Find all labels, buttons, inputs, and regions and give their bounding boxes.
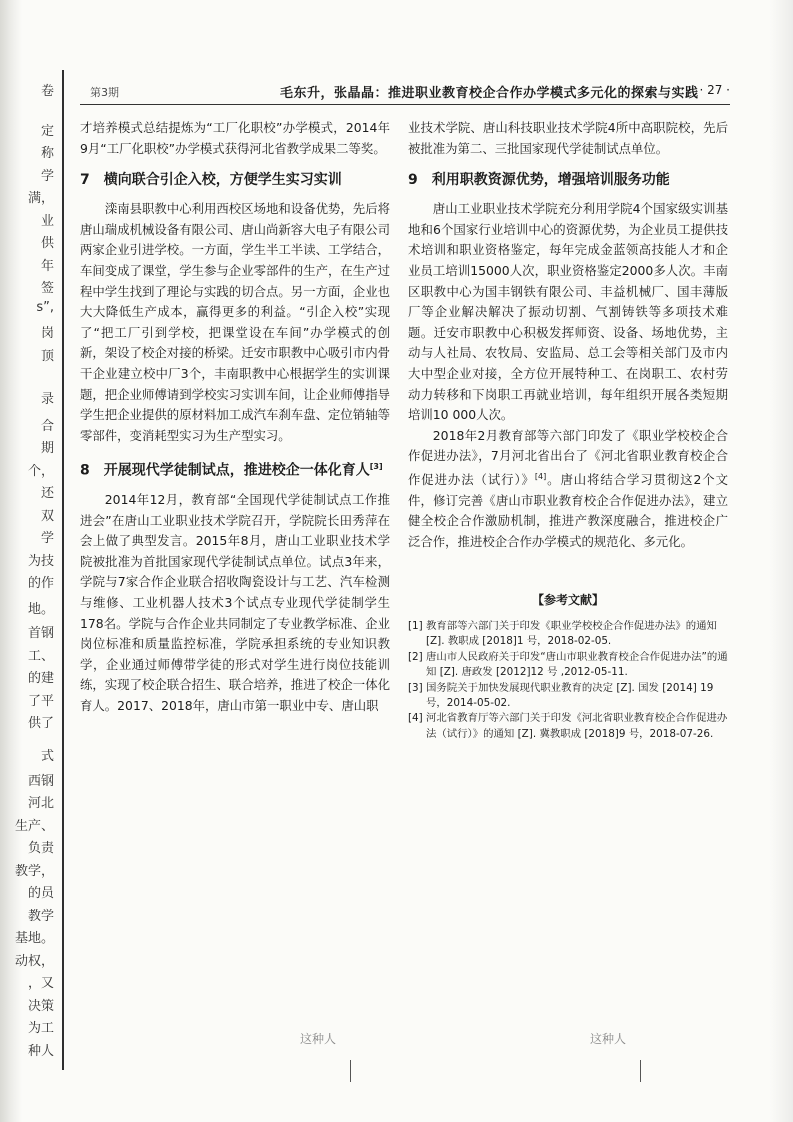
previous-page-fragment: ，又: [27, 976, 54, 991]
previous-page-fragment: 负责: [27, 841, 54, 856]
reference-text: 唐山市人民政府关于印发“唐山市职业教育校企合作促进办法”的通知 [Z]. 唐政发 [2012]12 号 ,2012-05-11.: [426, 650, 728, 679]
previous-page-fragment: 为技: [27, 554, 54, 569]
crop-mark: [350, 1060, 351, 1082]
text-run: 2018年2月教育部等六部门印发了《职业学校校企合作促进办法》，7月河北省出台了《河北省职业教育校企合作促进办法（试行）》: [408, 427, 728, 488]
page-number: · 27 ·: [699, 83, 730, 97]
previous-page-fragment: 满，: [27, 191, 54, 206]
section-heading-8: [80, 456, 390, 482]
previous-page-fragment: 合: [40, 419, 54, 434]
previous-page-fragment: 生产、: [14, 819, 54, 834]
right-column: [408, 118, 728, 742]
reference-number: [4]: [408, 712, 423, 725]
issue-label: 第3期: [90, 86, 119, 99]
references-title: 【参考文献】: [531, 593, 604, 608]
reference-item: [408, 650, 728, 681]
references-list: [408, 619, 728, 742]
reference-item: [408, 681, 728, 712]
previous-page-fragment: 个，: [27, 464, 54, 479]
previous-page-fragment: 顶: [40, 349, 54, 364]
previous-page-fragment: 的作: [27, 576, 54, 591]
previous-page-fragment: 决策: [27, 999, 54, 1014]
previous-page-fragment: 签: [40, 281, 54, 296]
previous-page-fragment: 学: [40, 169, 54, 184]
crop-mark: [640, 1060, 641, 1082]
previous-page-fragment: 为工: [27, 1021, 54, 1036]
previous-page-fragment: 定: [40, 124, 54, 139]
left-column: [80, 118, 390, 717]
previous-page-fragment: 动权，: [14, 954, 54, 969]
previous-page-edge: [0, 70, 64, 1070]
previous-page-fragment: 还: [40, 486, 54, 501]
previous-page-fragment: s”,: [36, 300, 54, 315]
previous-page-fragment: 了平: [27, 694, 54, 709]
reference-item: [408, 619, 728, 650]
previous-page-fragment: 岗: [40, 326, 54, 341]
heading-text: 8 开展现代学徒制试点，推进校企一体化育人: [80, 462, 370, 479]
previous-page-fragment: 业: [40, 214, 54, 229]
previous-page-fragment: 教学，: [14, 864, 54, 879]
previous-page-fragment: 西钢: [27, 774, 54, 789]
previous-page-fragment: 式: [40, 749, 54, 764]
text-run: 。唐山将结合学习贯彻这2个文件，修订完善《唐山市职业教育校企合作促进办法》，建立健全校企合作激励机制，推进产教深度融合，推进校企广泛合作，推进校企合作办学模式的规范化、多元化。: [408, 472, 728, 549]
footer-mark-right: 这种人: [590, 1032, 627, 1046]
paragraph: [408, 426, 728, 553]
section-heading-9: 9 利用职教资源优势，增强培训服务功能: [408, 172, 670, 189]
paragraph: 2014年12月，教育部“全国现代学徒制试点工作推进会”在唐山工业职业技术学院召开，学院院长田秀萍在会上做了典型发言。2015年8月，唐山工业职业技术学院被批准为首批国家现代学徒制试点单位。试点3年来，学院与7家合作企业联合招收陶瓷设计与工艺、汽车检测与维修、工业机器人技术3个试点专业现代学徒制学生178名。学院与合作企业共同制定了专业教学标准、企业岗位标准和质量监控标准，学院承担系统的专业知识教学，企业通过师傅带学徒的形式对学生进行岗位技能训练，实现了校企联合招生、联合培养，推进了校企一体化育人。2017、2018年，唐山市第一职业中专、唐山职: [80, 491, 390, 713]
previous-page-fragment: 学: [40, 531, 54, 546]
citation-ref: [3]: [369, 462, 383, 472]
running-header: [80, 80, 730, 105]
previous-page-fragment: 供: [40, 236, 54, 251]
footer-mark-left: 这种人: [300, 1032, 337, 1046]
reference-number: [2]: [408, 650, 423, 663]
previous-page-fragment: 种人: [27, 1044, 54, 1059]
previous-page-fragment: 称: [40, 146, 54, 161]
previous-page-fragment: 期: [40, 441, 54, 456]
reference-number: [3]: [408, 681, 423, 694]
reference-number: [1]: [408, 620, 423, 632]
previous-page-fragment: 年: [40, 259, 54, 274]
reference-text: 国务院关于加快发展现代职业教育的决定 [Z]. 国发 [2014] 19 号，2014-05-02.: [426, 681, 714, 710]
paragraph: 业技术学院、唐山科技职业技术学院4所中高职院校，先后被批准为第二、三批国家现代学徒制试点单位。: [408, 120, 728, 156]
previous-page-fragment: 卷: [40, 84, 54, 99]
previous-page-fragment: 地。: [27, 602, 54, 617]
paragraph: 滦南县职教中心利用西校区场地和设备优势，先后将唐山瑞成机械设备有限公司、唐山尚新容大电子有限公司两家企业引进学校。一方面，学生半工半读、工学结合，车间变成了课堂，学生参与企业零部件的生产，在生产过程中学生找到了理论与实践的切合点。另一方面，企业也大大降低生产成本，赢得更多的利益。“引企入校”实现了“把工厂引到学校，把课堂设在车间”办学模式的创新，架设了校企对接的桥梁。迁安市职教中心吸引市内骨干企业建立校中厂3个，丰南职教中心根据学生的实训课题，把企业师傅请到学校实习实训车间，让企业师傅指导学生把企业提供的原材料加工成汽车刹车盘、定位销轴等零部件，变消耗型实习为生产型实习。: [80, 201, 390, 443]
citation-ref: [4]: [534, 471, 547, 481]
previous-page-fragment: 录: [40, 392, 54, 407]
previous-page-fragment: 基地。: [14, 931, 54, 946]
previous-page-fragment: 的员: [27, 886, 54, 901]
paragraph: 才培养模式总结提炼为“工厂化职校”办学模式，2014年9月“工厂化职校”办学模式获得河北省教学成果二等奖。: [80, 120, 390, 156]
reference-text: 教育部等六部门关于印发《职业学校校企合作促进办法》的通知 [Z]. 教职成 [2018]1 号，2018-02-05.: [426, 620, 717, 648]
previous-page-fragment: 双: [40, 509, 54, 524]
previous-page-fragment: 教学: [27, 909, 54, 924]
paragraph: 唐山工业职业技术学院充分利用学院4个国家级实训基地和6个国家行业培训中心的资源优势，为企业员工提供技术培训和职业资格鉴定，每年完成金蓝领高技能人才和企业员工培训15000人次，职业资格鉴定2000多人次。丰南区职教中心为国丰钢铁有限公司、丰益机械厂、国丰薄版厂等企业解决解决了振动切割、气割铸铁等多项技术难题。迁安市职教中心积极发挥师资、设备、场地优势，主动与人社局、农牧局、安监局、总工会等相关部门及市内大中型企业对接，全方位开展特种工、在岗职工、农村劳动力转移和下岗职工再就业培训，每年组织开展各类短期培训10 000人次。: [408, 201, 728, 423]
article-title: 毛东升，张晶晶：推进职业教育校企合作办学模式多元化的探索与实践: [280, 86, 699, 101]
previous-page-fragment: 首钢: [27, 626, 54, 641]
previous-page-fragment: 的建: [27, 671, 54, 686]
reference-item: [408, 711, 728, 742]
previous-page-fragment: 供了: [27, 716, 54, 731]
reference-text: 河北省教育厅等六部门关于印发《河北省职业教育校企合作促进办法（试行）》的通知 [Z]. 冀教职成 [2018]9 号，2018-07-26.: [426, 712, 728, 740]
previous-page-fragment: 工、: [27, 649, 54, 664]
section-heading-7: 7 横向联合引企入校，方便学生实习实训: [80, 172, 342, 189]
previous-page-fragment: 河北: [27, 796, 54, 811]
